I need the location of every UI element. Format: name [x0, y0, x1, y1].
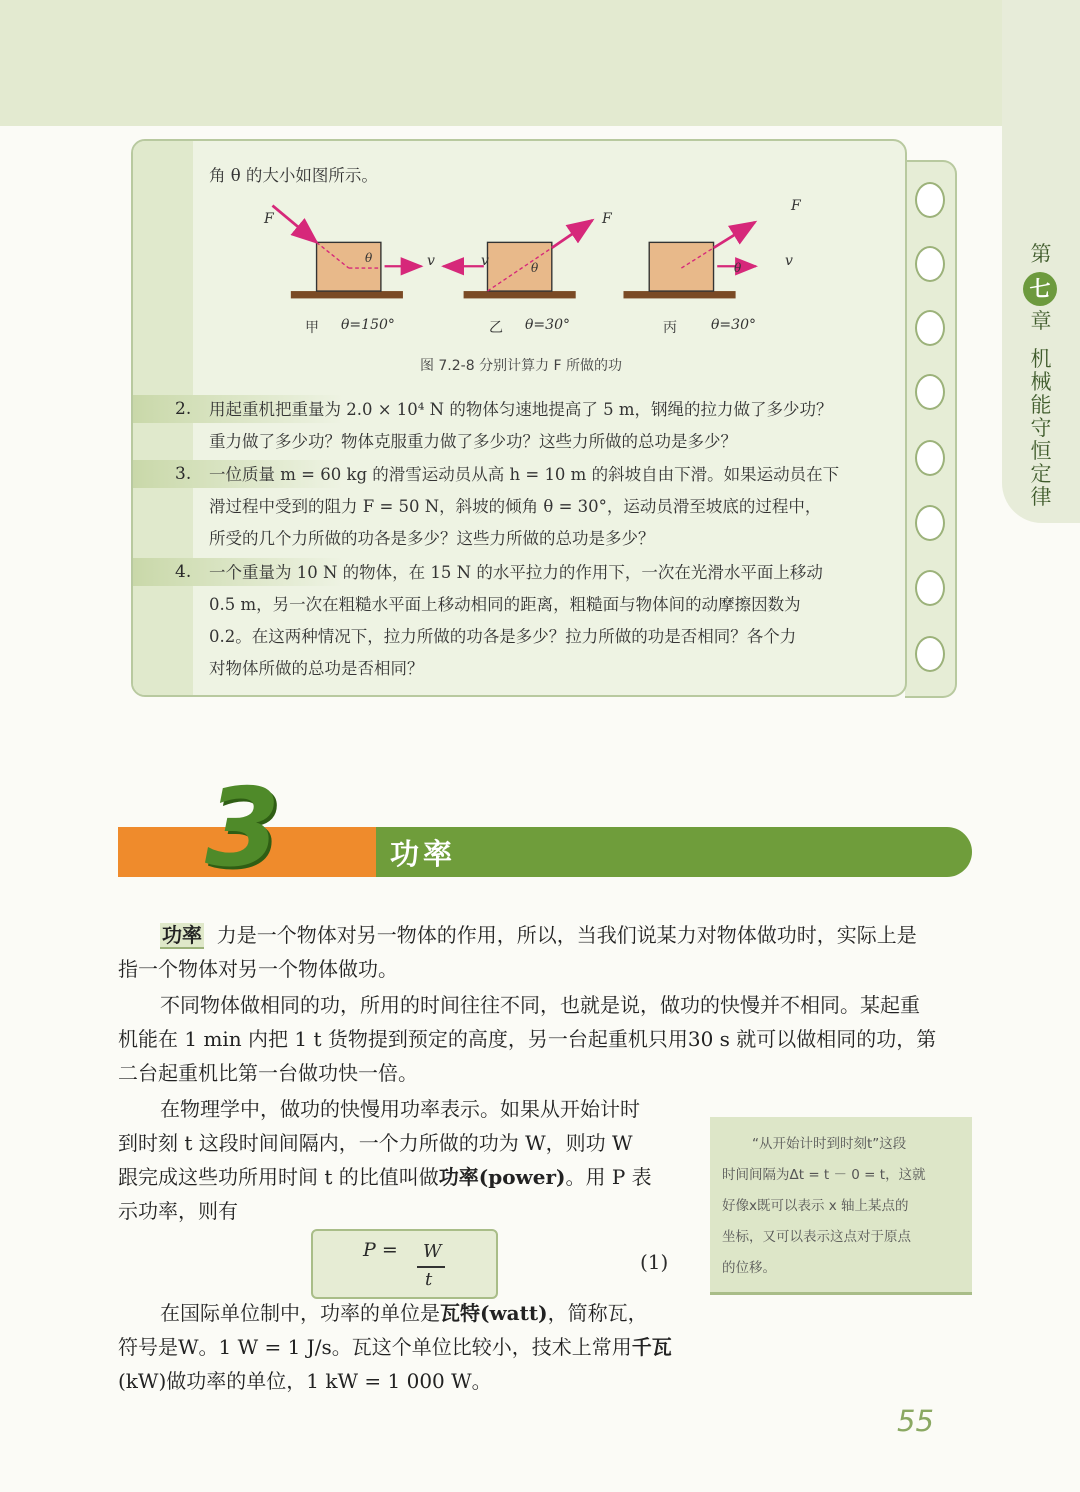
chapter-title: 机械能守恒定律 — [1030, 347, 1052, 509]
chapter-suffix: 章 — [1030, 309, 1052, 333]
exercise-line: 滑过程中受到的阻力 F = 50 N，斜坡的倾角 θ = 30°，运动员滑至坡底的过程中， — [209, 497, 822, 516]
paragraph-line — [118, 1160, 698, 1194]
force-diagram-figure — [153, 191, 833, 336]
side-note-line: 时间间隔为Δt = t － 0 = t，这就 — [722, 1167, 926, 1183]
exercise-line: 重力做了多少功？物体克服重力做了多少功？这些力所做的总功是多少？ — [209, 432, 737, 451]
figure-caption: 图 7.2-8 分别计算力 F 所做的功 — [419, 358, 623, 374]
binder-ring — [915, 440, 945, 476]
paragraph-text: ，简称瓦， — [547, 1301, 648, 1325]
exercise-line: 0.5 m，另一次在粗糙水平面上移动相同的距离，粗糙面与物体间的动摩擦因数为 — [209, 595, 801, 614]
paragraph-line: 在物理学中，做功的快慢用功率表示。如果从开始计时 — [160, 1097, 640, 1121]
panel-label: 乙 — [489, 320, 503, 336]
panel-label: 甲 — [305, 320, 319, 336]
binder-ring — [915, 374, 945, 410]
keyword-power: 功率 — [162, 923, 202, 947]
section-number: 3 — [205, 766, 281, 891]
binder-ring — [915, 310, 945, 346]
keyword-power-en: 功率(power) — [438, 1165, 566, 1189]
panel-jia — [272, 206, 421, 299]
exercise-line: 0.2。在这两种情况下，拉力所做的功各是多少？拉力所做的功是否相同？各个力 — [209, 627, 797, 646]
side-note — [710, 1117, 972, 1295]
paragraph-text: 符号是W。1 W = 1 J/s。瓦这个单位比较小，技术上常用 — [118, 1335, 632, 1359]
panel-angle: θ=30° — [525, 317, 570, 333]
theta-label: θ — [734, 261, 742, 275]
formula-denominator: t — [425, 1269, 433, 1290]
side-note-line: 坐标，又可以表示这点对于原点 — [722, 1229, 911, 1245]
binder-ring — [915, 182, 945, 218]
panel-angle: θ=30° — [711, 317, 756, 333]
fraction-bar — [417, 1266, 445, 1268]
exercise-card — [131, 139, 907, 697]
force-label: F — [602, 211, 612, 227]
paragraph-text: 在国际单位制中，功率的单位是 — [160, 1301, 440, 1325]
paragraph-text: 。用 P 表 — [565, 1165, 652, 1189]
chapter-tab — [1002, 0, 1080, 523]
keyword-watt: 瓦特(watt) — [440, 1301, 548, 1325]
binder-ring — [915, 636, 945, 672]
chapter-number: 七 — [1023, 272, 1057, 306]
formula-box — [311, 1229, 498, 1299]
paragraph-line: (kW)做功率的单位，1 kW = 1 000 W。 — [118, 1369, 492, 1393]
panel-yi — [443, 220, 592, 298]
paragraph-line — [160, 1296, 690, 1330]
section-title: 功率 — [390, 837, 457, 871]
exercise-line: 一个重量为 10 N 的物体，在 15 N 的水平拉力的作用下，一次在光滑水平面上移动 — [209, 563, 823, 582]
exercise-line: 所受的几个力所做的功各是多少？这些力所做的总功是多少？ — [209, 529, 655, 548]
chapter-prefix: 第 — [1030, 242, 1052, 266]
panel-angle: θ=150° — [341, 317, 395, 333]
exercise-number: 4. — [175, 562, 192, 582]
exercise-line: 对物体所做的总功是否相同？ — [209, 659, 424, 678]
paragraph-line: 不同物体做相同的功，所用的时间往往不同，也就是说，做功的快慢并不相同。某起重 — [160, 993, 920, 1017]
section-bar-green — [376, 827, 972, 877]
paragraph-1 — [160, 918, 975, 952]
keyword-kilowatt: 千瓦 — [631, 1335, 672, 1359]
paragraph-line: 二台起重机比第一台做功快一倍。 — [118, 1061, 418, 1085]
paragraph-line: 指一个物体对另一个物体做功。 — [118, 957, 398, 981]
exercise-line: 用起重机把重量为 2.0 × 10⁴ N 的物体匀速地提高了 5 m，钢绳的拉力做了多少功？ — [209, 400, 833, 419]
exercise-number: 2. — [175, 399, 192, 419]
exercise-number: 3. — [175, 464, 192, 484]
paragraph-line: 机能在 1 min 内把 1 t 货物提到预定的高度，另一台起重机只用30 s 就可以做相同的功，第 — [118, 1027, 937, 1051]
exercise-intro: 角 θ 的大小如图所示。 — [209, 166, 378, 185]
top-band — [0, 0, 1002, 126]
side-note-line: 的位移。 — [722, 1260, 776, 1276]
paragraph-text: 力是一个物体对另一物体的作用，所以，当我们说某力对物体做功时，实际上是 — [216, 923, 917, 947]
binder-ring — [915, 570, 945, 606]
page-number: 55 — [897, 1404, 934, 1438]
side-note-line: “从开始计时到时刻t”这段 — [752, 1136, 907, 1152]
paragraph-text: 跟完成这些功所用时间 t 的比值叫做 — [118, 1165, 439, 1189]
formula-lhs: P = — [363, 1239, 398, 1261]
force-label: F — [791, 198, 801, 214]
paragraph-line — [118, 1330, 698, 1364]
binder-ring — [915, 505, 945, 541]
theta-label: θ — [531, 261, 539, 275]
binder-ring — [915, 246, 945, 282]
panel-label: 丙 — [663, 320, 677, 336]
paragraph-line: 到时刻 t 这段时间间隔内，一个力所做的功为 W，则功 W — [118, 1131, 633, 1155]
velocity-label: v — [785, 253, 793, 269]
velocity-label: v — [481, 253, 489, 269]
side-note-line: 好像x既可以表示 x 轴上某点的 — [722, 1198, 909, 1214]
equation-number: (1) — [640, 1250, 669, 1274]
paragraph-line: 示功率，则有 — [118, 1199, 238, 1223]
exercise-line: 一位质量 m = 60 kg 的滑雪运动员从高 h = 10 m 的斜坡自由下滑。如果运动员在下 — [209, 465, 840, 484]
force-label: F — [264, 211, 274, 227]
ring-binder-strip — [905, 160, 957, 698]
formula-numerator: W — [423, 1241, 442, 1262]
velocity-label: v — [427, 253, 435, 269]
theta-label: θ — [365, 251, 373, 265]
